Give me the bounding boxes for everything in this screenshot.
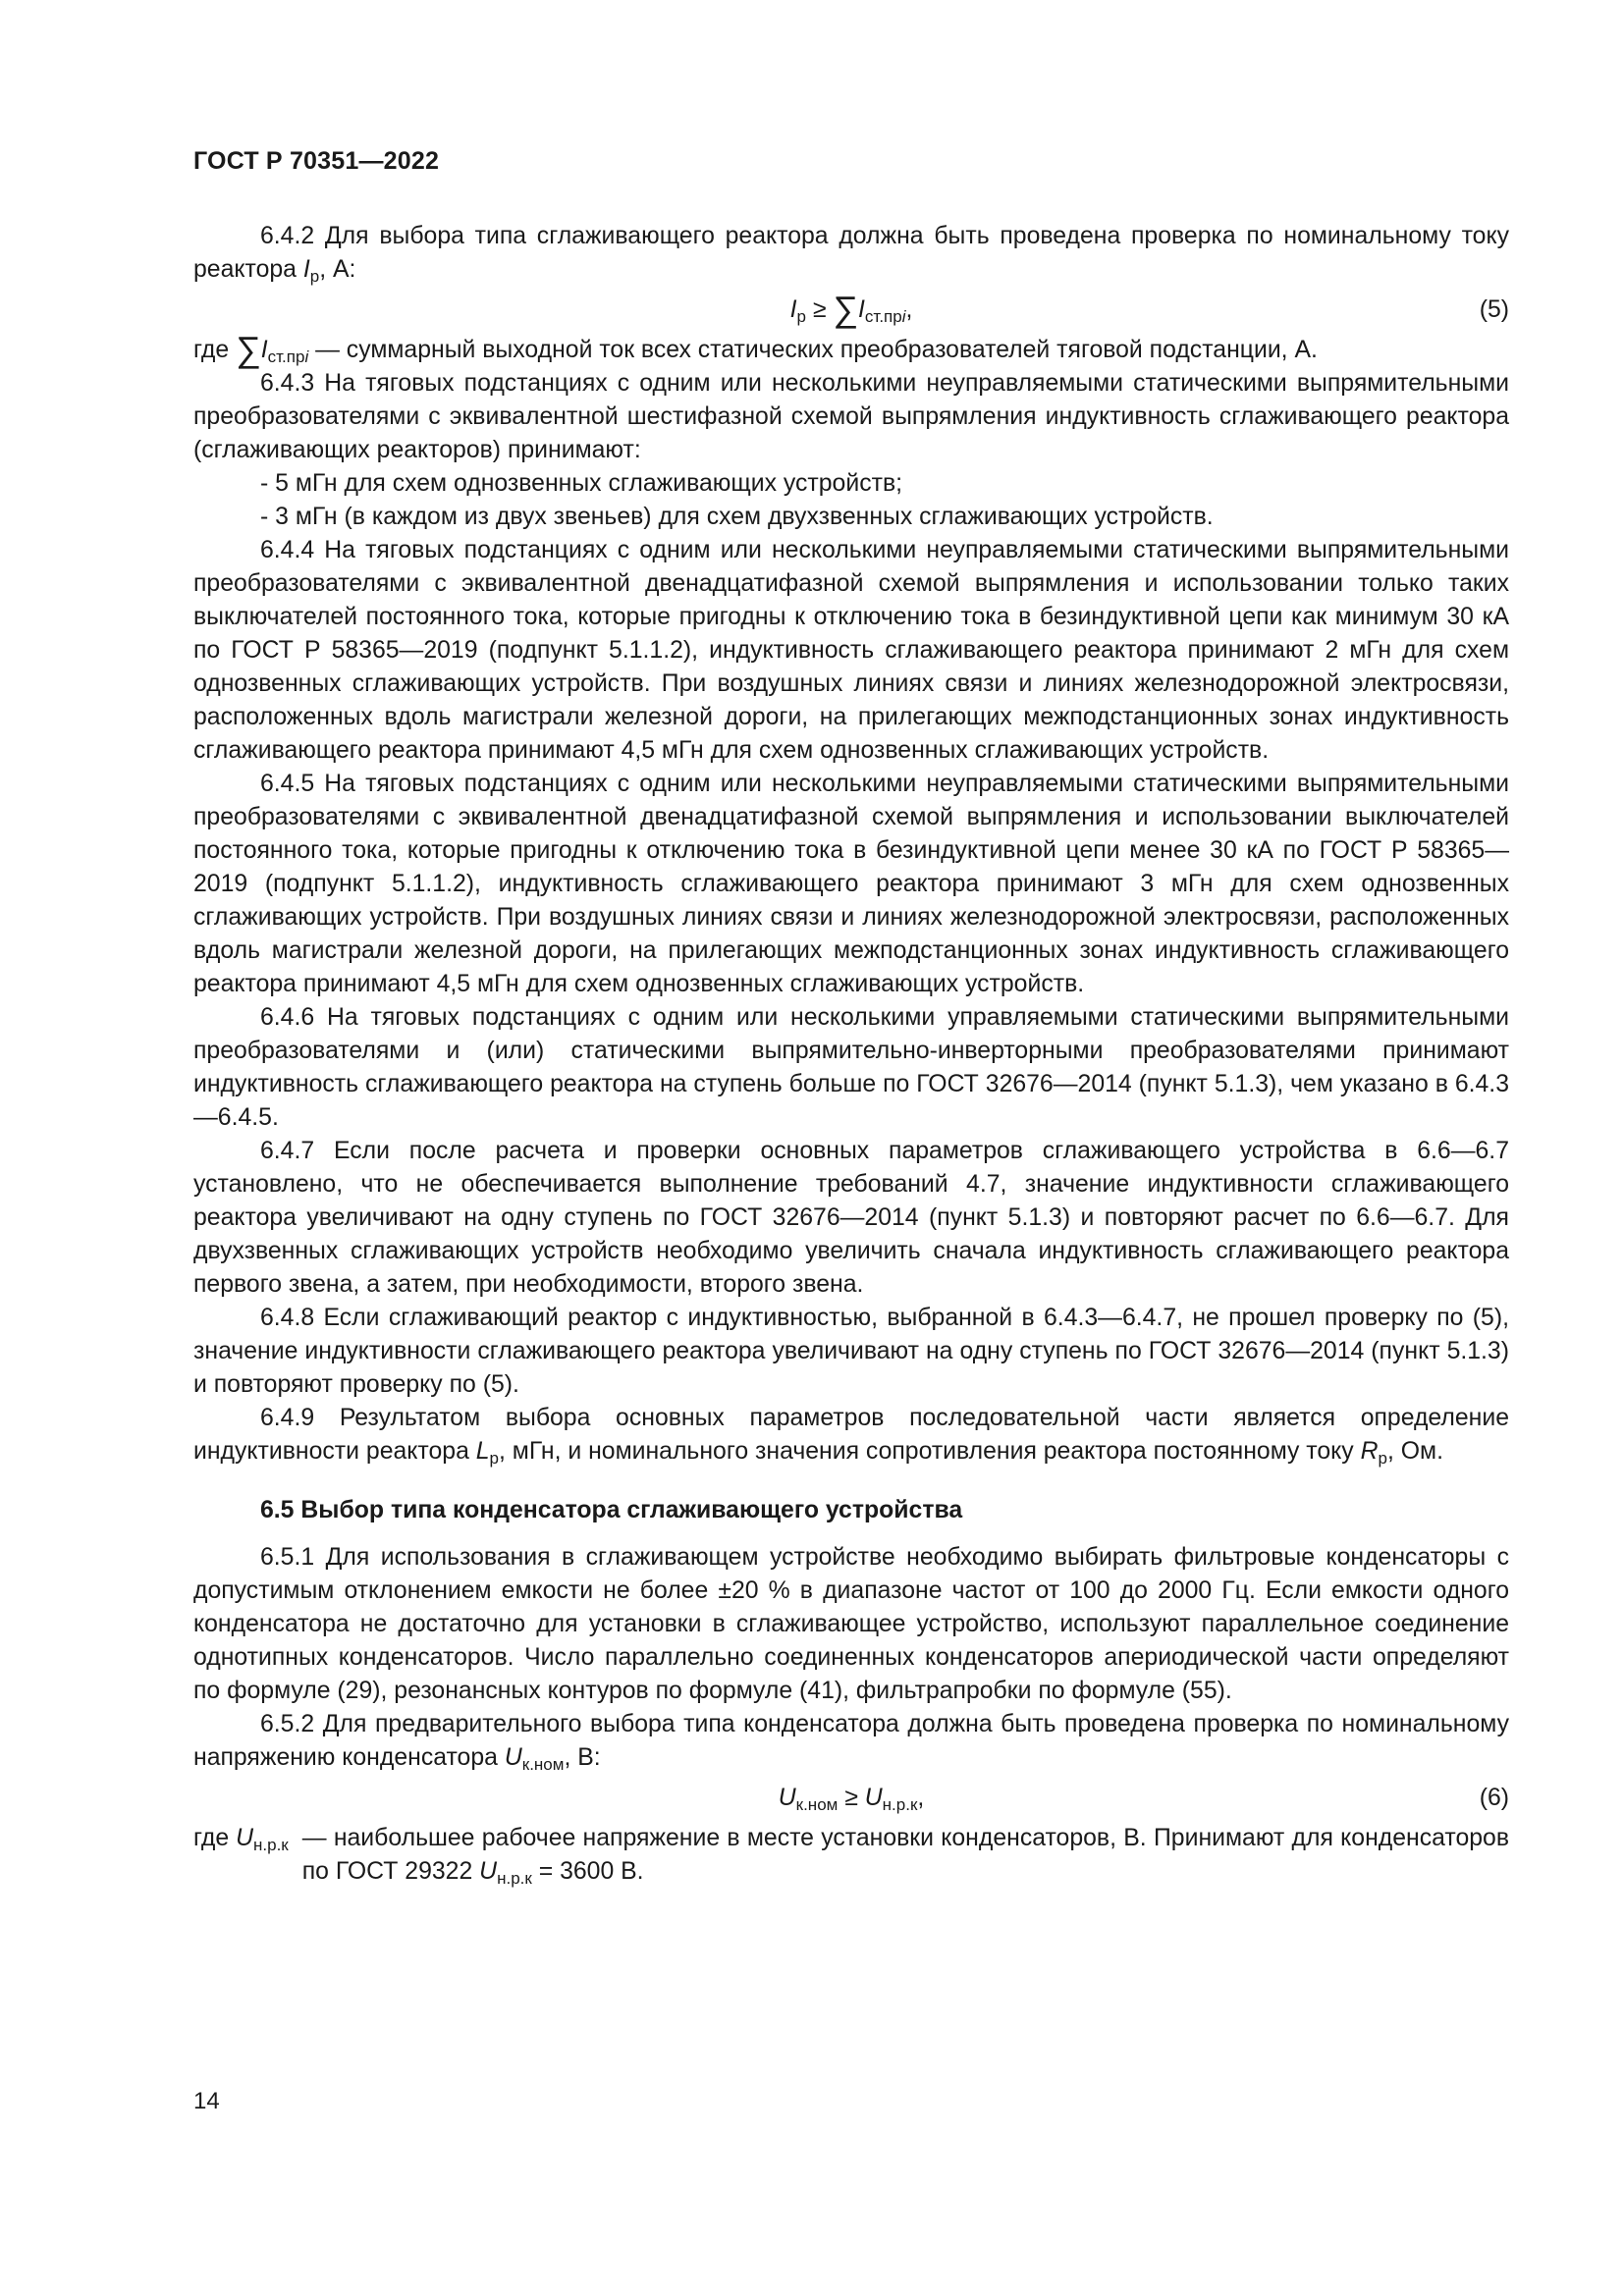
formula-5-expression: $I_р \ge \sum I_{ст.прi}$, bbox=[789, 289, 913, 329]
formula-6-expression: $U_{к.ном} \ge U_{н.р.к}$, bbox=[778, 1785, 925, 1814]
clause-6-4-7: 6.4.7 Если после расчета и проверки основных параметров сглаживающего устройства в 6.6—6.7 установлено, что не обеспечивается выполнение требований 4.7, значение индуктивности сглаживающего реактора увеличивают на одну ступень по ГОСТ 32676—2014 (пункт 5.1.3) и повторяют расчет по 6.6—6.7. Для двухзвенных сглаживающих устройств необходимо увеличить сначала индуктивность сглаживающего реактора первого звена, а затем, при необходимости, второго звена. bbox=[193, 1138, 1509, 1298]
document-code-header: ГОСТ Р 70351—2022 bbox=[193, 147, 440, 175]
clause-6-4-3: 6.4.3 На тяговых подстанциях с одним или несколькими неуправляемыми статическими выпрямительными преобразователями с эквивалентной шестифазной схемой выпрямления индуктивность сглаживающего реактора (сглаживающих реакторов) принимают: bbox=[193, 370, 1509, 463]
clause-6-4-9: 6.4.9 Результатом выбора основных параметров последовательной части является определение индуктивности реактора $L_р$, мГн, и номинального значения сопротивления реактора постоянному току $R_р$, Ом. bbox=[193, 1405, 1509, 1468]
clause-6-4-5: 6.4.5 На тяговых подстанциях с одним или несколькими неуправляемыми статическими выпрямительными преобразователями с эквивалентной двенадцатифазной схемой выпрямления и использовании выключателей постоянного тока, которые пригодны к отключению тока в безиндуктивной цепи менее 30 кА по ГОСТ Р 58365—2019 (подпункт 5.1.1.2), индуктивность сглаживающего реактора принимают 3 мГн для схем однозвенных сглаживающих устройств. При воздушных линиях связи и линиях железнодорожной электросвязи, расположенных вдоль магистрали железной дороги, на прилегающих межподстанционных зонах индуктивность сглаживающего реактора принимают 4,5 мГн для схем однозвенных сглаживающих устройств. bbox=[193, 771, 1509, 997]
where-5: где $\sum I_{ст.прi}$ — суммарный выходной ток всех статических преобразователей тяговой подстанции, А. bbox=[193, 329, 1318, 369]
clause-6-4-2: 6.4.2 Для выбора типа сглаживающего реактора должна быть проведена проверка по номинальному току реактора $I_р$, А: bbox=[193, 223, 1509, 286]
formula-5-number: (5) bbox=[1479, 296, 1509, 323]
document-body bbox=[193, 220, 1509, 1889]
clause-6-4-6: 6.4.6 На тяговых подстанциях с одним или несколькими управляемыми статическими выпрямительными преобразователями и (или) статическими выпрямительно-инверторными преобразователями принимают индуктивность сглаживающего реактора на ступень больше по ГОСТ 32676—2014 (пункт 5.1.3), чем указано в 6.4.3—6.4.5. bbox=[193, 1004, 1509, 1131]
list-item: - 5 мГн для схем однозвенных сглаживающих устройств; bbox=[260, 470, 903, 497]
formula-5 bbox=[193, 287, 1509, 334]
clause-6-4-4: 6.4.4 На тяговых подстанциях с одним или несколькими неуправляемыми статическими выпрямительными преобразователями с эквивалентной двенадцатифазной схемой выпрямления и использовании только таких выключателей постоянного тока, которые пригодны к отключению тока в безиндуктивной цепи как минимум 30 кА по ГОСТ Р 58365—2019 (подпункт 5.1.1.2), индуктивность сглаживающего реактора принимают 2 мГн для схем однозвенных сглаживающих устройств. При воздушных линиях связи и линиях железнодорожной электросвязи, расположенных вдоль магистрали железной дороги, на прилегающих межподстанционных зонах индуктивность сглаживающего реактора принимают 4,5 мГн для схем однозвенных сглаживающих устройств. bbox=[193, 537, 1509, 764]
formula-6-number: (6) bbox=[1479, 1785, 1509, 1811]
clause-6-5-1: 6.5.1 Для использования в сглаживающем устройстве необходимо выбирать фильтровые конденсаторы с допустимым отклонением емкости не более ±20 % в диапазоне частот от 100 до 2000 Гц. Если емкости одного конденсатора не достаточно для установки в сглаживающее устройство, используют параллельное соединение однотипных конденсаторов. Число параллельно соединенных конденсаторов апериодической части определяют по формуле (29), резонансных контуров по формуле (41), фильтрапробки по формуле (55). bbox=[193, 1544, 1509, 1704]
where-6-text: — наибольшее рабочее напряжение в месте установки конденсаторов, В. Принимают для конденсаторов по ГОСТ 29322 $U_{н.р.к} = 3600$ В. bbox=[301, 1825, 1509, 1888]
where-6 bbox=[193, 1822, 1509, 1889]
clause-6-5-2: 6.5.2 Для предварительного выбора типа конденсатора должна быть проведена проверка по номинальному напряжению конденсатора $U_{к.ном}$, В: bbox=[193, 1711, 1509, 1774]
list-item: - 3 мГн (в каждом из двух звеньев) для схем двухзвенных сглаживающих устройств. bbox=[260, 504, 1214, 530]
formula-6 bbox=[193, 1775, 1509, 1822]
clause-6-4-8: 6.4.8 Если сглаживающий реактор с индуктивностью, выбранной в 6.4.3—6.4.7, не прошел проверку по (5), значение индуктивности сглаживающего реактора увеличивают на одну ступень по ГОСТ 32676—2014 (пункт 5.1.3) и повторяют проверку по (5). bbox=[193, 1305, 1509, 1398]
where-6-label: где $U_{н.р.к}$ bbox=[193, 1825, 289, 1854]
section-heading-6-5: 6.5 Выбор типа конденсатора сглаживающего устройства bbox=[260, 1497, 963, 1523]
page-number: 14 bbox=[193, 2088, 220, 2114]
